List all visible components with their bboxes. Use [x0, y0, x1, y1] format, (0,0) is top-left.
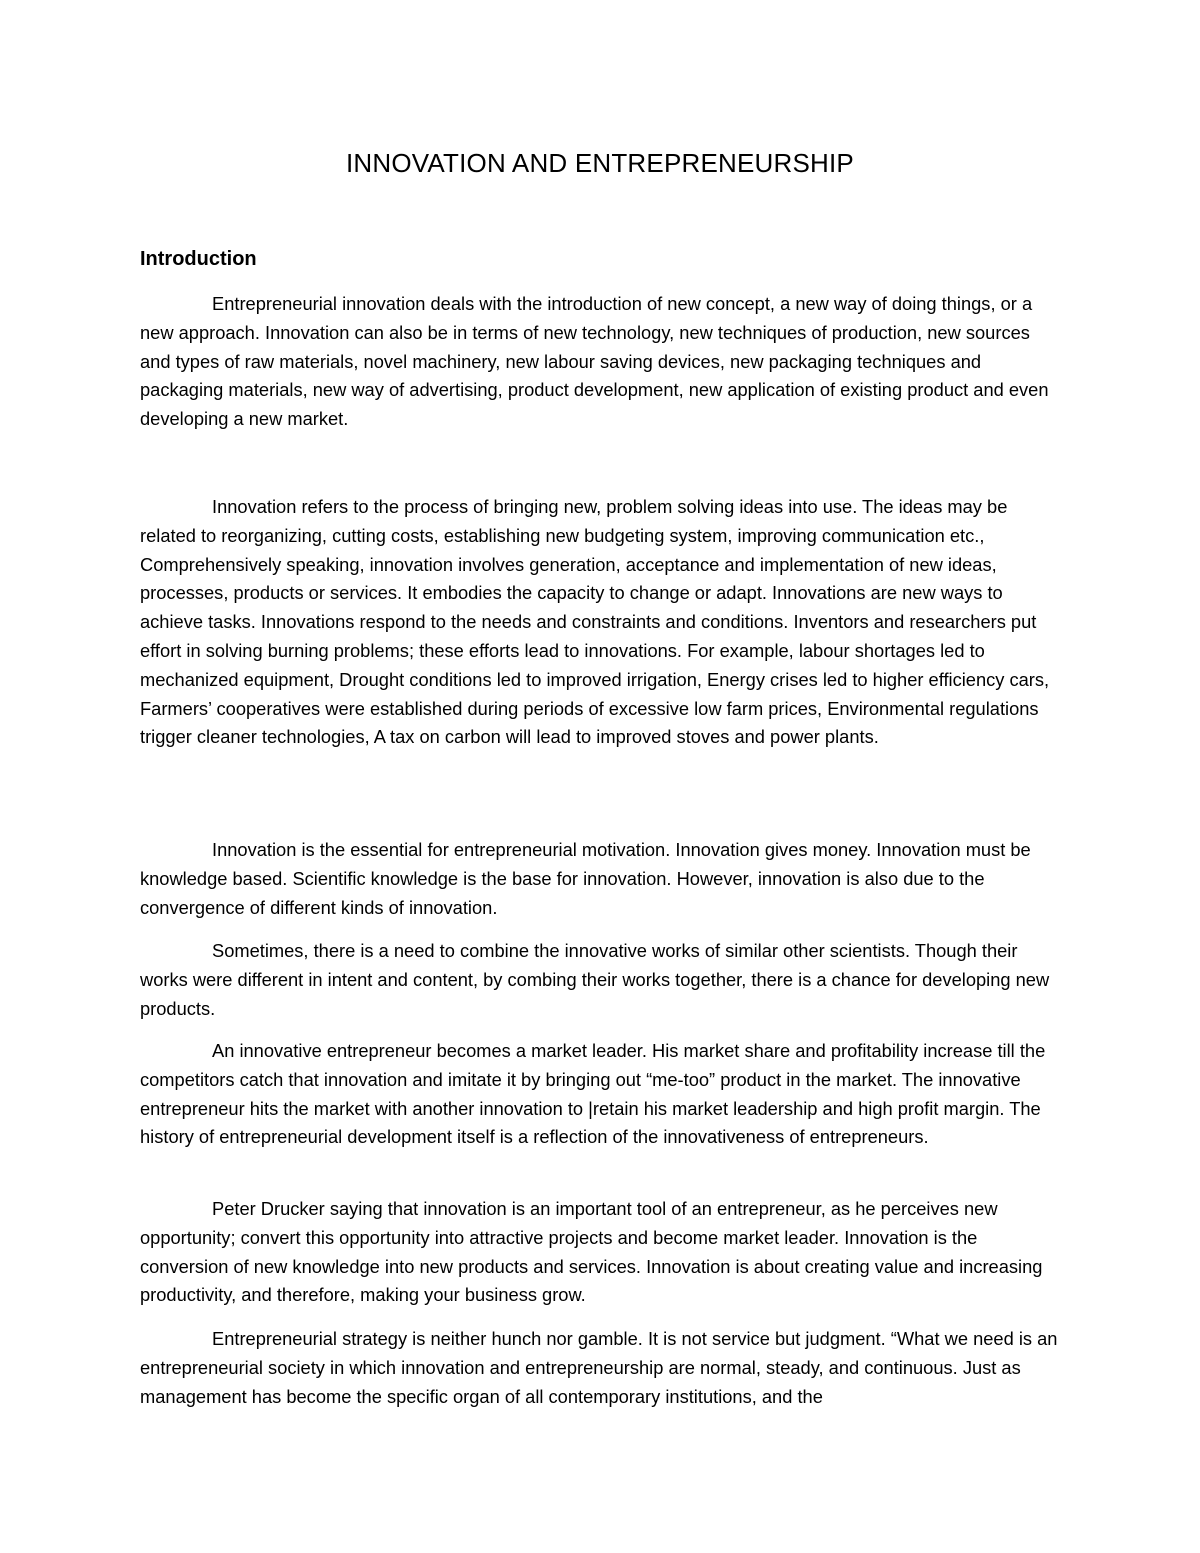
document-title: INNOVATION AND ENTREPRENEURSHIP: [346, 148, 854, 178]
paragraph-3: Innovation is the essential for entrepreneurial motivation. Innovation gives money. Innovation must be knowledge based. Scientific knowledge is the base for innovation. However, innovation is also due to the convergence of different kinds of innovation.: [140, 839, 1031, 918]
paragraph-2: Innovation refers to the process of bringing new, problem solving ideas into use. The ideas may be related to reorganizing, cutting costs, establishing new budgeting system, improving communication etc., Comprehensively speaking, innovation involves generation, acceptance and implementation of new ideas, processes, products or services. It embodies the capacity to change or adapt. Innovations are new ways to achieve tasks. Innovations respond to the needs and constraints and conditions. Inventors and researchers put effort in solving burning problems; these efforts lead to innovations. For example, labour shortages led to mechanized equipment, Drought conditions led to improved irrigation, Energy crises led to higher efficiency cars, Farmers’ cooperatives were established during periods of excessive low farm prices, Environmental regulations trigger cleaner technologies, A tax on carbon will lead to improved stoves and power plants.: [140, 496, 1050, 748]
paragraph-5: An innovative entrepreneur becomes a market leader. His market share and profitability increase till the competitors catch that innovation and imitate it by bringing out “me-too” product in the market. The innovative entrepreneur hits the market with another innovation to |retain his market leadership and high profit margin. The history of entrepreneurial development itself is a reflection of the innovativeness of entrepreneurs.: [140, 1040, 1046, 1148]
paragraph-7: Entrepreneurial strategy is neither hunch nor gamble. It is not service but judgment. “What we need is an entrepreneurial society in which innovation and entrepreneurship are normal, steady, and continuous. Just as management has become the specific organ of all contemporary institutions, and the: [140, 1328, 1058, 1407]
section-heading-introduction: Introduction: [140, 248, 257, 270]
paragraph-4: Sometimes, there is a need to combine the innovative works of similar other scientists. Though their works were different in intent and content, by combing their works together, there is a chance for developing new products.: [140, 940, 1050, 1019]
paragraph-6: Peter Drucker saying that innovation is an important tool of an entrepreneur, as he perceives new opportunity; convert this opportunity into attractive projects and become market leader. Innovation is the conversion of new knowledge into new products and services. Innovation is about creating value and increasing productivity, and therefore, making your business grow.: [140, 1198, 1043, 1306]
paragraph-1: Entrepreneurial innovation deals with the introduction of new concept, a new way of doing things, or a new approach. Innovation can also be in terms of new technology, new techniques of production, new sources and types of raw materials, novel machinery, new labour saving devices, new packaging techniques and packaging materials, new way of advertising, product development, new application of existing product and even developing a new market.: [140, 293, 1049, 430]
